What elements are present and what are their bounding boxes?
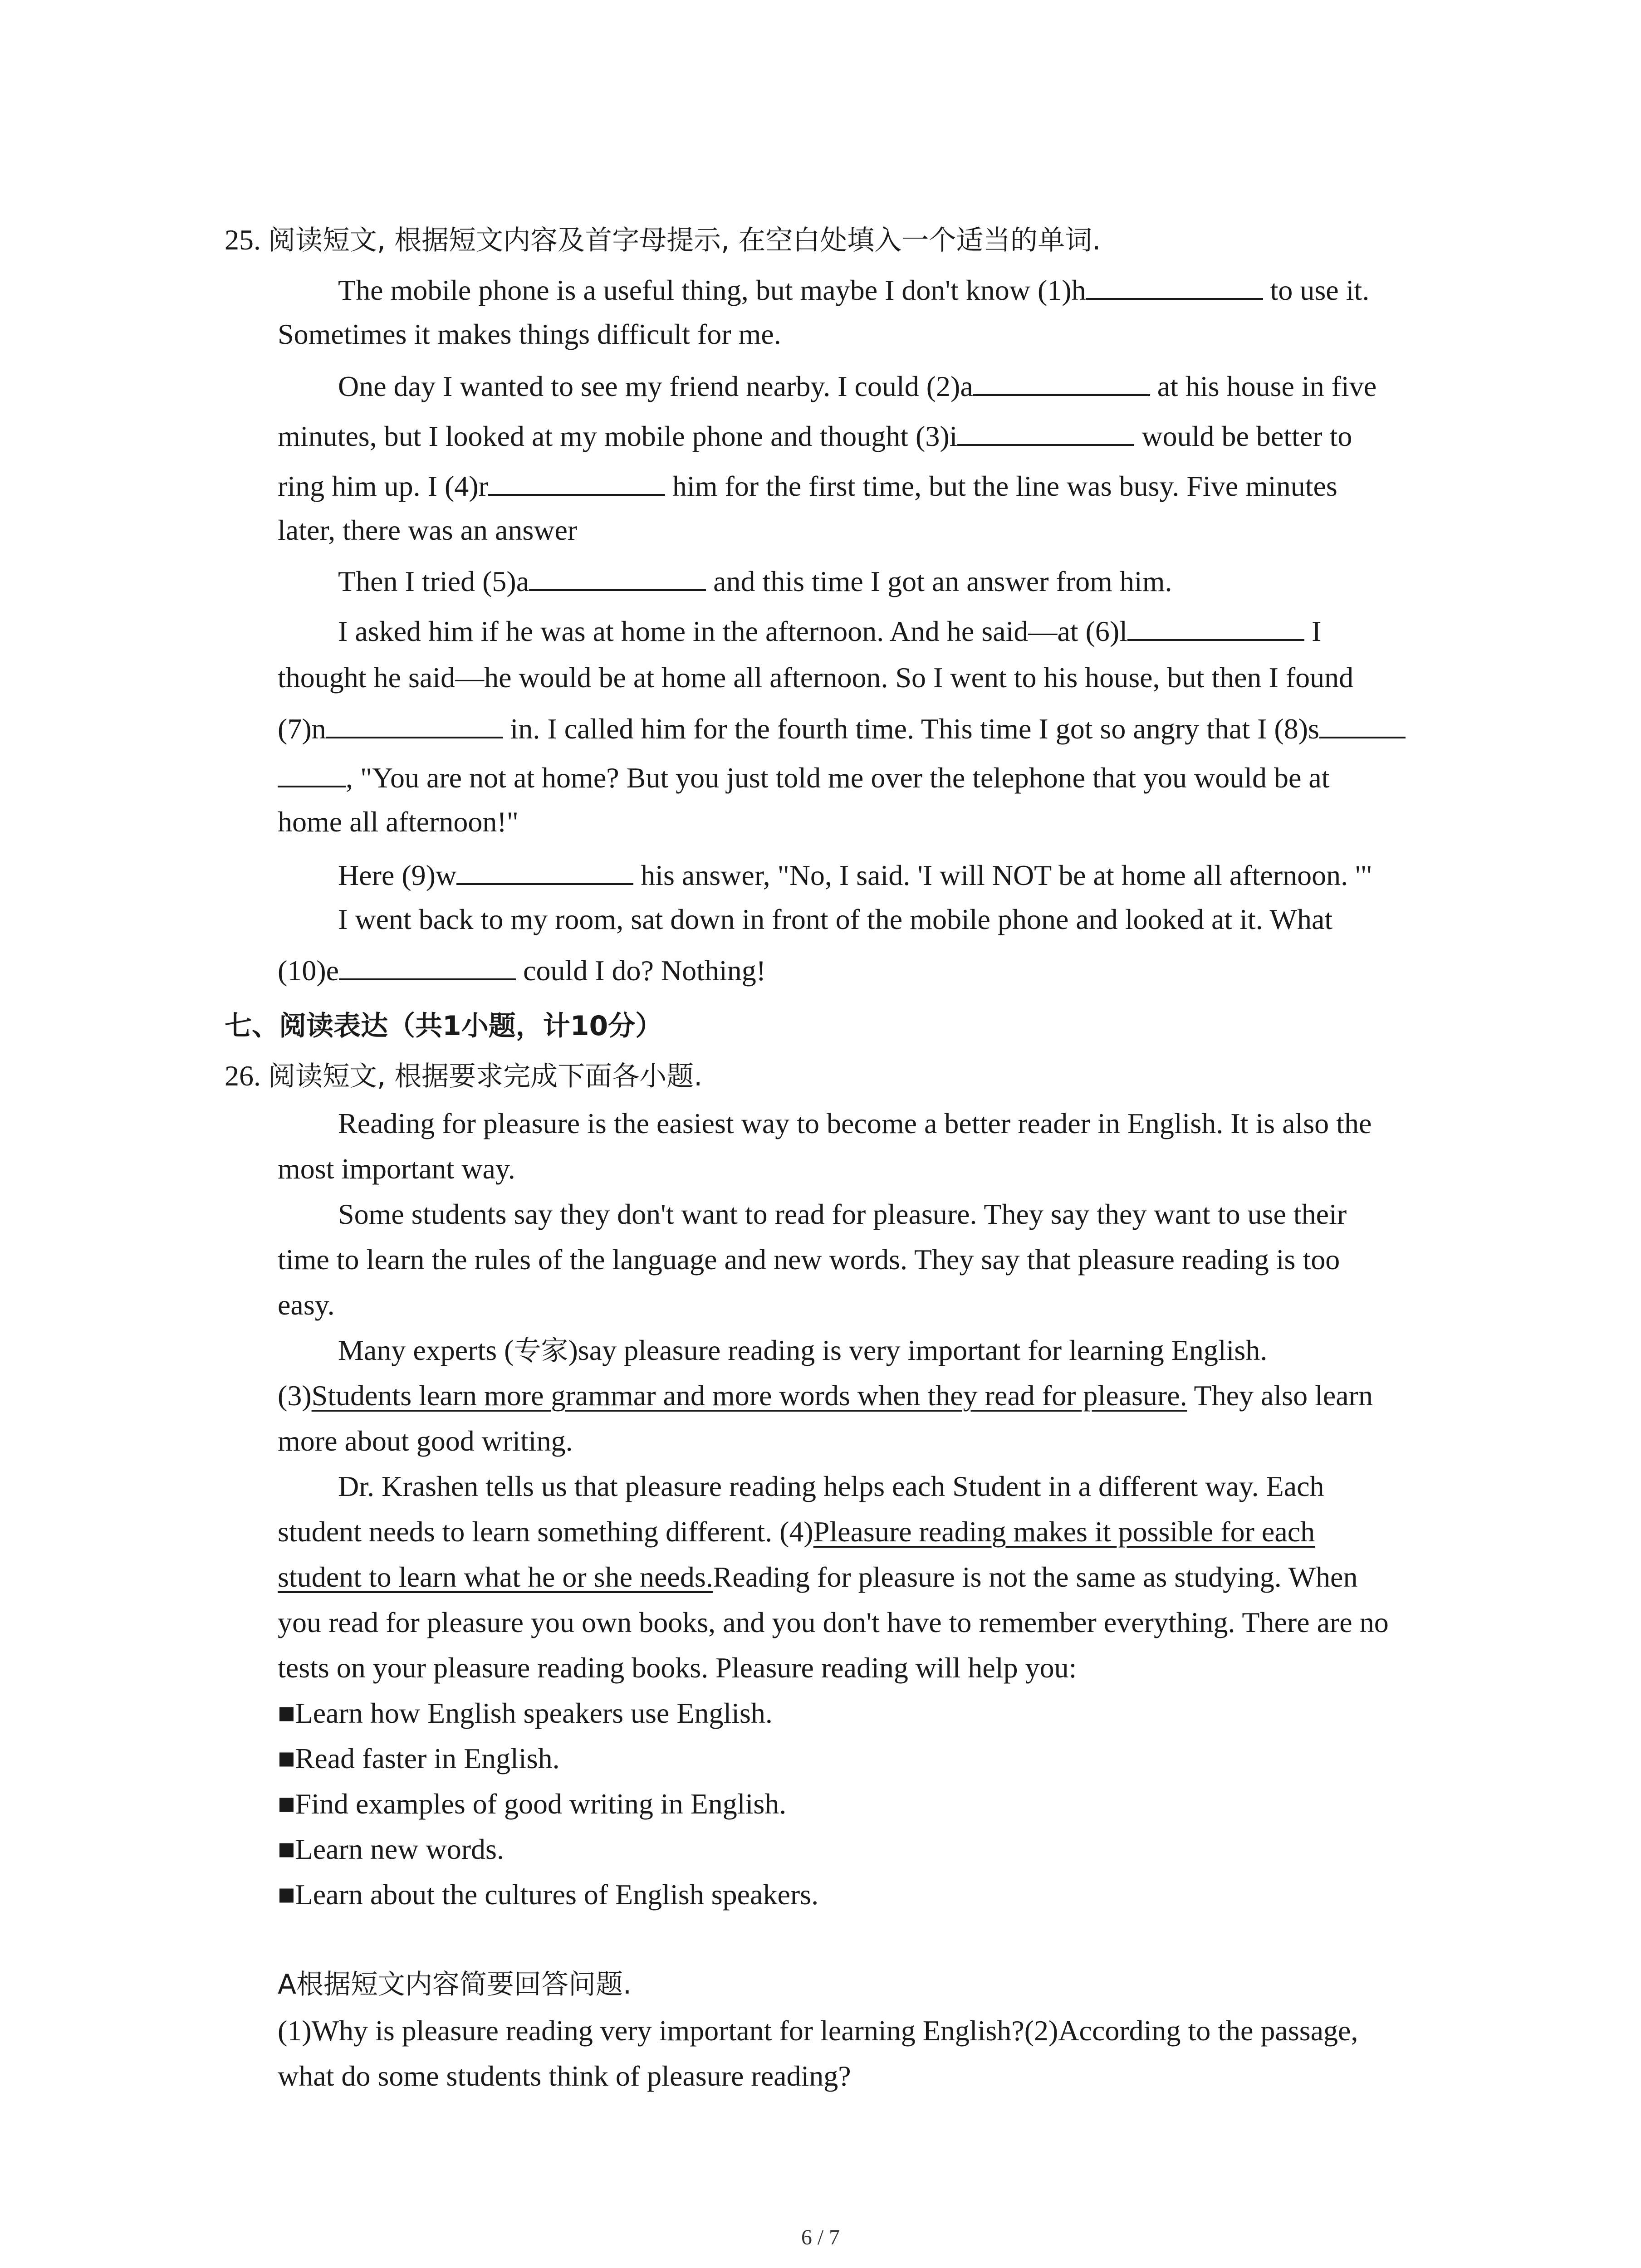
q26-line-4: time to learn the rules of the language and new words. They say that pleasure reading is too	[278, 1243, 1340, 1276]
bullet-item: ■Learn how English speakers use English.	[278, 1697, 773, 1729]
q25-line-1: The mobile phone is a useful thing, but maybe I don't know (1)h to use it.	[338, 274, 1370, 306]
q26-line-3: Some students say they don't want to read for pleasure. They say they want to use their	[338, 1198, 1347, 1230]
q26-line-12: you read for pleasure you own books, and you don't have to remember everything. There are no	[278, 1606, 1389, 1638]
q25-header	[225, 225, 1101, 254]
section-7-heading: 七、阅读表达（共1小题，计10分）	[225, 1010, 663, 1042]
page-number: 6 / 7	[801, 2225, 840, 2249]
blank-8a[interactable]	[1319, 713, 1406, 738]
blank-8b[interactable]	[278, 762, 346, 787]
q25-line-4: minutes, but I looked at my mobile phone and thought (3)i would be better to	[278, 420, 1352, 452]
q25-number: 25.	[225, 224, 261, 256]
q25-line-15: (10)e could I do? Nothing!	[278, 954, 766, 987]
blank-6[interactable]	[1127, 616, 1304, 641]
q25-line-10: (7)n in. I called him for the fourth time. This time I got so angry that I (8)s	[278, 713, 1406, 743]
q26-line-2: most important way.	[278, 1153, 515, 1185]
q26-line-13: tests on your pleasure reading books. Pleasure reading will help you:	[278, 1652, 1077, 1684]
q26-number: 26.	[225, 1060, 261, 1092]
blank-4[interactable]	[488, 470, 665, 496]
q25-line-13: Here (9)w his answer, "No, I said. 'I will NOT be at home all afternoon. '"	[338, 859, 1372, 891]
bullet-item: ■Find examples of good writing in English.	[278, 1788, 787, 1820]
part-a-question-line-2: what do some students think of pleasure reading?	[278, 2060, 851, 2092]
q26-line-11: student to learn what he or she needs.Reading for pleasure is not the same as studying. When	[278, 1561, 1358, 1593]
q26-line-8: more about good writing.	[278, 1425, 573, 1457]
blank-9[interactable]	[456, 860, 633, 885]
q26-line-9: Dr. Krashen tells us that pleasure reading helps each Student in a different way. Each	[338, 1470, 1324, 1502]
q25-line-9: thought he said—he would be at home all afternoon. So I went to his house, but then I found	[278, 661, 1354, 694]
q25-line-7: Then I tried (5)a and this time I got an answer from him.	[338, 565, 1172, 597]
q26-header	[225, 1061, 702, 1090]
q26-line-1: Reading for pleasure is the easiest way to become a better reader in English. It is also the	[338, 1107, 1372, 1139]
part-a-question-line-1: (1)Why is pleasure reading very important for learning English?(2)According to the passage,	[278, 2014, 1358, 2047]
q25-instruction: 阅读短文, 根据短文内容及首字母提示, 在空白处填入一个适当的单词.	[268, 225, 1101, 256]
q25-line-2: Sometimes it makes things difficult for me.	[278, 318, 781, 350]
bullet-item: ■Learn about the cultures of English speakers.	[278, 1878, 819, 1911]
q25-line-14: I went back to my room, sat down in front of the mobile phone and looked at it. What	[338, 903, 1333, 935]
q25-line-11: , "You are not at home? But you just told me over the telephone that you would be at	[278, 762, 1330, 792]
bullet-item: ■Learn new words.	[278, 1833, 504, 1865]
part-a-instruction: A根据短文内容简要回答问题.	[278, 1969, 632, 2000]
blank-1[interactable]	[1086, 274, 1263, 300]
q26-line-6: Many experts (专家)say pleasure reading is very important for learning English.	[338, 1334, 1268, 1367]
q25-line-12: home all afternoon!"	[278, 806, 519, 838]
blank-2[interactable]	[973, 371, 1150, 396]
blank-10[interactable]	[339, 955, 516, 980]
q25-line-3: One day I wanted to see my friend nearby. I could (2)a at his house in five	[338, 370, 1377, 402]
q25-line-5: ring him up. I (4)r him for the first time, but the line was busy. Five minutes	[278, 470, 1337, 502]
q26-line-7: (3)Students learn more grammar and more words when they read for pleasure. They also learn	[278, 1379, 1373, 1412]
q25-line-8: I asked him if he was at home in the afternoon. And he said—at (6)l I	[338, 615, 1322, 647]
underlined-sentence-4a: Pleasure reading makes it possible for each	[813, 1515, 1315, 1548]
q26-line-5: easy.	[278, 1289, 335, 1321]
q26-line-10: student needs to learn something different. (4)Pleasure reading makes it possible for each	[278, 1515, 1315, 1548]
underlined-sentence-3: Students learn more grammar and more words when they read for pleasure.	[311, 1379, 1187, 1412]
blank-3[interactable]	[957, 420, 1134, 446]
underlined-sentence-4b: student to learn what he or she needs.	[278, 1561, 713, 1593]
q26-instruction: 阅读短文, 根据要求完成下面各小题.	[268, 1061, 703, 1092]
q25-line-6: later, there was an answer	[278, 514, 578, 546]
blank-5[interactable]	[529, 566, 706, 591]
bullet-item: ■Read faster in English.	[278, 1742, 560, 1774]
blank-7[interactable]	[326, 713, 503, 738]
